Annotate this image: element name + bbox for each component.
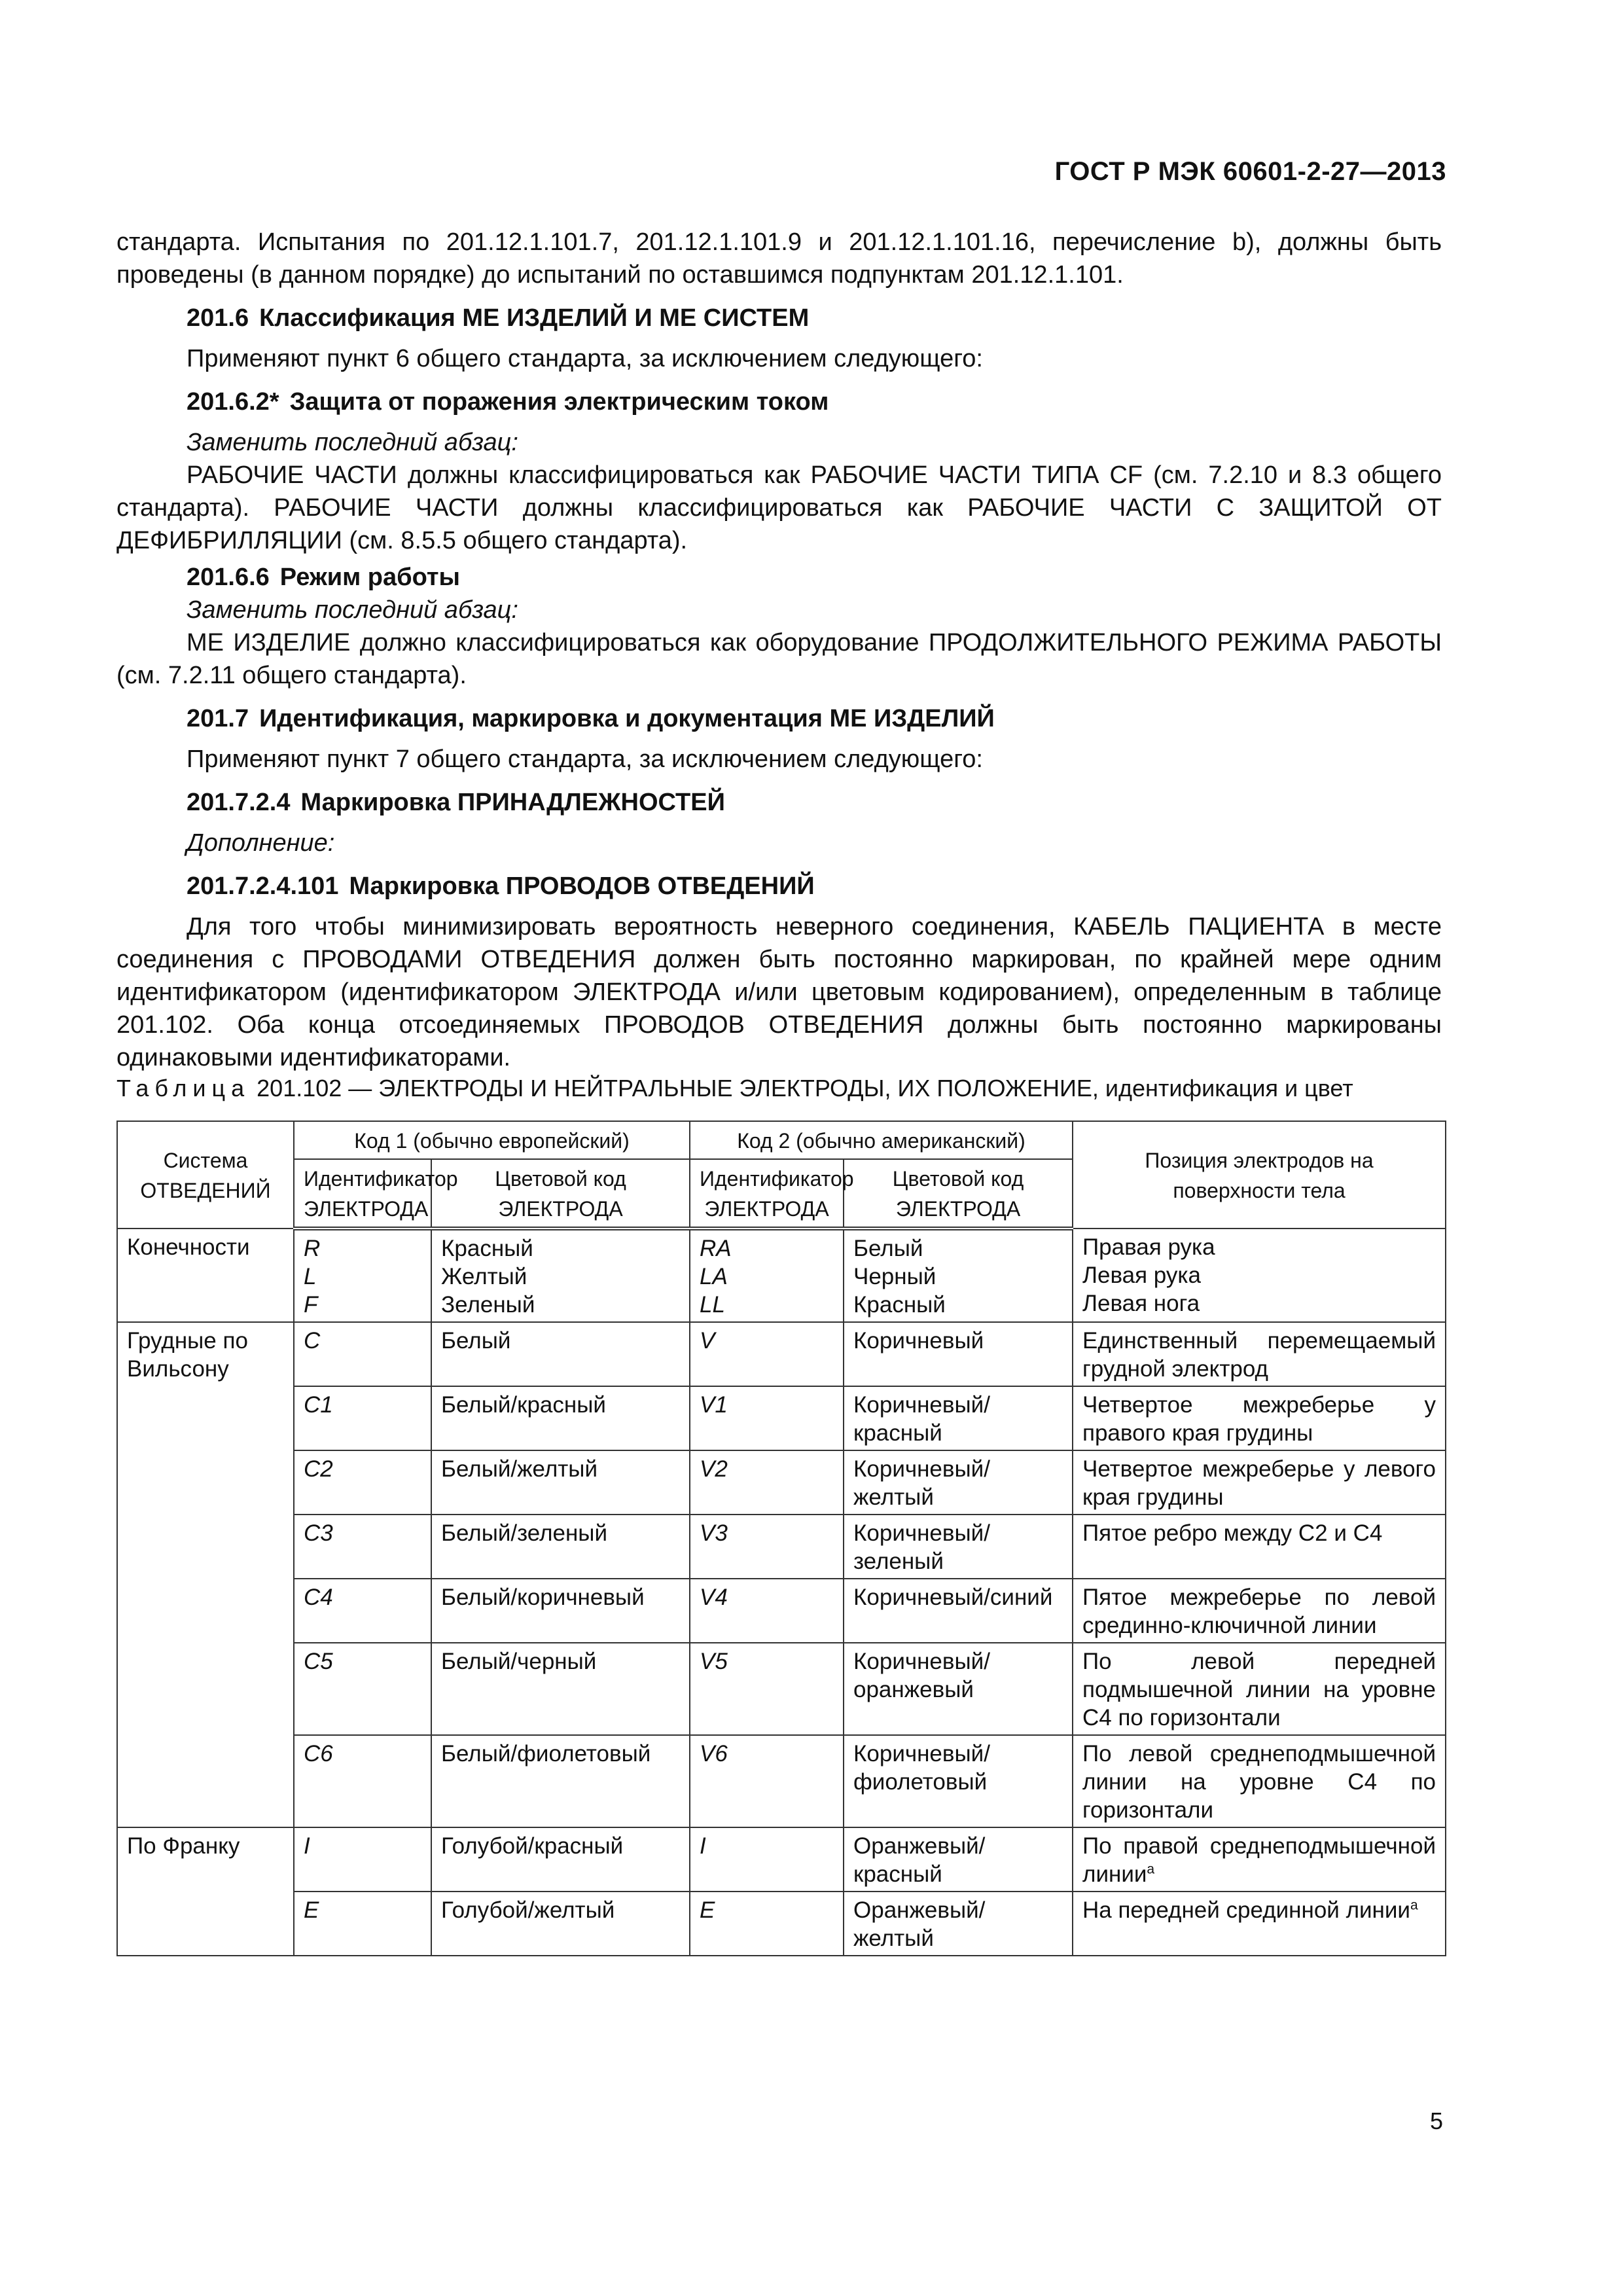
position-value: Левая рука <box>1082 1263 1201 1288</box>
cell-id1 <box>294 1229 431 1322</box>
header-system: Система ОТВЕДЕНИЙ <box>117 1121 294 1229</box>
cell-id2: V1 <box>690 1386 844 1450</box>
header-position: Позиция электродов на поверхности тела <box>1073 1121 1446 1229</box>
cell-position: Пятое межреберье по левой срединно-ключичной линии <box>1073 1579 1446 1643</box>
cell-id1: C6 <box>294 1735 431 1827</box>
id-ra: RA <box>700 1236 732 1261</box>
header-code1: Код 1 (обычно европейский) <box>294 1121 690 1159</box>
cell-system-wilson: Грудные по Вильсону <box>117 1322 294 1827</box>
cell-color2: Коричневый/желтый <box>844 1450 1073 1515</box>
cell-color2: Коричневый/синий <box>844 1579 1073 1643</box>
footnote-marker: a <box>1147 1861 1155 1877</box>
cell-color1: Голубой/красный <box>431 1827 690 1892</box>
cell-id1: C3 <box>294 1515 431 1579</box>
table-caption <box>116 1073 1445 1103</box>
cell-color2: Оранжевый/желтый <box>844 1892 1073 1956</box>
cell-position <box>1073 1229 1446 1322</box>
section-number: 201.6.2* <box>187 388 279 416</box>
cell-color1: Белый <box>431 1322 690 1386</box>
table-row-wilson-c3 <box>117 1515 1446 1579</box>
cell-position: Единственный перемещаемый грудной электрод <box>1073 1322 1446 1386</box>
section-number: 201.6.6 <box>187 564 270 591</box>
cell-id2: I <box>690 1827 844 1892</box>
cell-id2: V3 <box>690 1515 844 1579</box>
header-color-code2: Цветовой код ЭЛЕКТРОДА <box>844 1159 1073 1229</box>
cell-id2: V4 <box>690 1579 844 1643</box>
cell-id1: C1 <box>294 1386 431 1450</box>
id-l: L <box>304 1264 317 1289</box>
replace-instruction: Заменить последний абзац: <box>187 596 518 624</box>
color-value: Зеленый <box>441 1292 535 1318</box>
cell-id1: C <box>294 1322 431 1386</box>
section-title: Защита от поражения электрическим током <box>289 388 829 416</box>
cell-color2: Оранжевый/красный <box>844 1827 1073 1892</box>
color-value: Черный <box>853 1264 936 1289</box>
cell-color2: Коричневый/фиолетовый <box>844 1735 1073 1827</box>
cell-position: Четвертое межреберье у левого края грудины <box>1073 1450 1446 1515</box>
cell-id1: C5 <box>294 1643 431 1735</box>
table-caption-label: Таблица <box>116 1075 251 1102</box>
table-row-wilson-c6 <box>117 1735 1446 1827</box>
paragraph-201-7: Применяют пункт 7 общего стандарта, за исключением следующего: <box>187 745 983 773</box>
cell-color2: Коричневый/оранжевый <box>844 1643 1073 1735</box>
cell-color1: Голубой/желтый <box>431 1892 690 1956</box>
section-title: Режим работы <box>279 564 460 591</box>
position-value: Левая нога <box>1082 1291 1200 1316</box>
cell-color1: Белый/коричневый <box>431 1579 690 1643</box>
standard-designation: ГОСТ Р МЭК 60601-2-27—2013 <box>1054 157 1446 186</box>
cell-color1: Белый/желтый <box>431 1450 690 1515</box>
cell-id1: C4 <box>294 1579 431 1643</box>
cell-id2: V <box>690 1322 844 1386</box>
section-title: Классификация МЕ ИЗДЕЛИЙ И МЕ СИСТЕМ <box>259 304 810 332</box>
color-value: Белый <box>853 1236 923 1261</box>
electrode-table <box>116 1121 1446 1956</box>
intro-paragraph: стандарта. Испытания по 201.12.1.101.7, 201.12.1.101.9 и 201.12.1.101.16, перечисление b), должны быть проведены (в данном порядке) до испытаний по оставшимся подпунктам 201.12.1.101. <box>116 228 1442 289</box>
section-title: Маркировка ПРОВОДОВ ОТВЕДЕНИЙ <box>349 872 815 900</box>
table-row-wilson-c5 <box>117 1643 1446 1735</box>
cell-color1: Белый/красный <box>431 1386 690 1450</box>
section-number: 201.6 <box>187 304 249 332</box>
section-heading-201-6-2 <box>116 386 1442 418</box>
header-id-code1: Идентификатор ЭЛЕКТРОДА <box>294 1159 431 1229</box>
table-row-frank-i <box>117 1827 1446 1892</box>
cell-position <box>1073 1892 1446 1956</box>
cell-position: Четвертое межреберье у правого края грудины <box>1073 1386 1446 1450</box>
section-title: Маркировка ПРИНАДЛЕЖНОСТЕЙ <box>300 789 725 816</box>
color-value: Красный <box>441 1236 533 1261</box>
page-number: 5 <box>1429 2108 1443 2134</box>
cell-id1: E <box>294 1892 431 1956</box>
cell-position: По левой передней подмышечной линии на уровне C4 по горизонтали <box>1073 1643 1446 1735</box>
table-row-limbs <box>117 1229 1446 1322</box>
paragraph-201-6: Применяют пункт 6 общего стандарта, за исключением следующего: <box>187 345 983 372</box>
cell-color2: Коричневый/зеленый <box>844 1515 1073 1579</box>
cell-color1: Белый/черный <box>431 1643 690 1735</box>
header-code2: Код 2 (обычно американский) <box>690 1121 1073 1159</box>
paragraph-201-6-6: МЕ ИЗДЕЛИЕ должно классифицироваться как оборудование ПРОДОЛЖИТЕЛЬНОГО РЕЖИМА РАБОТЫ (см. 7.2.11 общего стандарта). <box>116 629 1442 689</box>
cell-position: Пятое ребро между C2 и C4 <box>1073 1515 1446 1579</box>
section-number: 201.7.2.4.101 <box>187 872 339 900</box>
footnote-marker: a <box>1410 1897 1418 1913</box>
cell-id2: V2 <box>690 1450 844 1515</box>
section-number: 201.7.2.4 <box>187 789 291 816</box>
position-value: На передней срединной линии <box>1082 1897 1410 1923</box>
addition-instruction: Дополнение: <box>187 829 335 857</box>
table-row-frank-e <box>117 1892 1446 1956</box>
cell-position <box>1073 1827 1446 1892</box>
cell-id2: V5 <box>690 1643 844 1735</box>
position-value: Правая рука <box>1082 1234 1215 1260</box>
header-color-code1: Цветовой код ЭЛЕКТРОДА <box>431 1159 690 1229</box>
cell-id2: V6 <box>690 1735 844 1827</box>
cell-id2: E <box>690 1892 844 1956</box>
header-id-code2: Идентификатор ЭЛЕКТРОДА <box>690 1159 844 1229</box>
section-heading-201-7 <box>116 702 1442 735</box>
table-row-wilson-c2 <box>117 1450 1446 1515</box>
cell-id1: C2 <box>294 1450 431 1515</box>
section-title: Идентификация, маркировка и документация МЕ ИЗДЕЛИЙ <box>259 705 995 732</box>
id-ll: LL <box>700 1292 725 1318</box>
replace-instruction: Заменить последний абзац: <box>187 429 518 456</box>
cell-color1 <box>431 1229 690 1322</box>
cell-color1: Белый/фиолетовый <box>431 1735 690 1827</box>
cell-system-frank: По Франку <box>117 1827 294 1956</box>
table-row-wilson-c1 <box>117 1386 1446 1450</box>
section-number: 201.7 <box>187 705 249 732</box>
table-row-wilson-c4 <box>117 1579 1446 1643</box>
paragraph-201-7-2-4-101: Для того чтобы минимизировать вероятность неверного соединения, КАБЕЛЬ ПАЦИЕНТА в месте соединения с ПРОВОДАМИ ОТВЕДЕНИЯ должен быть постоянно маркирован, по крайней мере одним идентификатором (идентификатором ЭЛЕКТРОДА и/или цветовым кодированием), определенным в таблице 201.102. Оба конца отсоединяемых ПРОВОДОВ ОТВЕДЕНИЯ должны быть постоянно маркированы одинаковыми идентификаторами. <box>116 913 1442 1071</box>
cell-color2: Коричневый/красный <box>844 1386 1073 1450</box>
cell-id1: I <box>294 1827 431 1892</box>
id-f: F <box>304 1292 318 1318</box>
cell-position: По левой среднеподмышечной линии на уровне C4 по горизонтали <box>1073 1735 1446 1827</box>
cell-system: Конечности <box>117 1229 294 1322</box>
cell-id2 <box>690 1229 844 1322</box>
table-row-wilson-c <box>117 1322 1446 1386</box>
color-value: Красный <box>853 1292 946 1318</box>
section-heading-201-7-2-4-101 <box>116 870 1442 903</box>
color-value: Желтый <box>441 1264 527 1289</box>
section-heading-201-6 <box>116 302 1442 334</box>
section-heading-201-6-6 <box>116 561 1442 594</box>
document-body <box>116 226 1442 1074</box>
position-value: По правой среднеподмышечной линии <box>1082 1833 1436 1887</box>
cell-color2: Коричневый <box>844 1322 1073 1386</box>
table-caption-text: 201.102 — ЭЛЕКТРОДЫ И НЕЙТРАЛЬНЫЕ ЭЛЕКТРОДЫ, ИХ ПОЛОЖЕНИЕ, идентификация и цвет <box>250 1075 1353 1102</box>
id-r: R <box>304 1236 321 1261</box>
id-la: LA <box>700 1264 728 1289</box>
paragraph-201-6-2: РАБОЧИЕ ЧАСТИ должны классифицироваться как РАБОЧИЕ ЧАСТИ ТИПА CF (см. 7.2.10 и 8.3 общего стандарта). РАБОЧИЕ ЧАСТИ должны классифицироваться как РАБОЧИЕ ЧАСТИ С ЗАЩИТОЙ ОТ ДЕФИБРИЛЛЯЦИИ (см. 8.5.5 общего стандарта). <box>116 461 1442 554</box>
cell-color1: Белый/зеленый <box>431 1515 690 1579</box>
cell-color2 <box>844 1229 1073 1322</box>
section-heading-201-7-2-4 <box>116 786 1442 819</box>
